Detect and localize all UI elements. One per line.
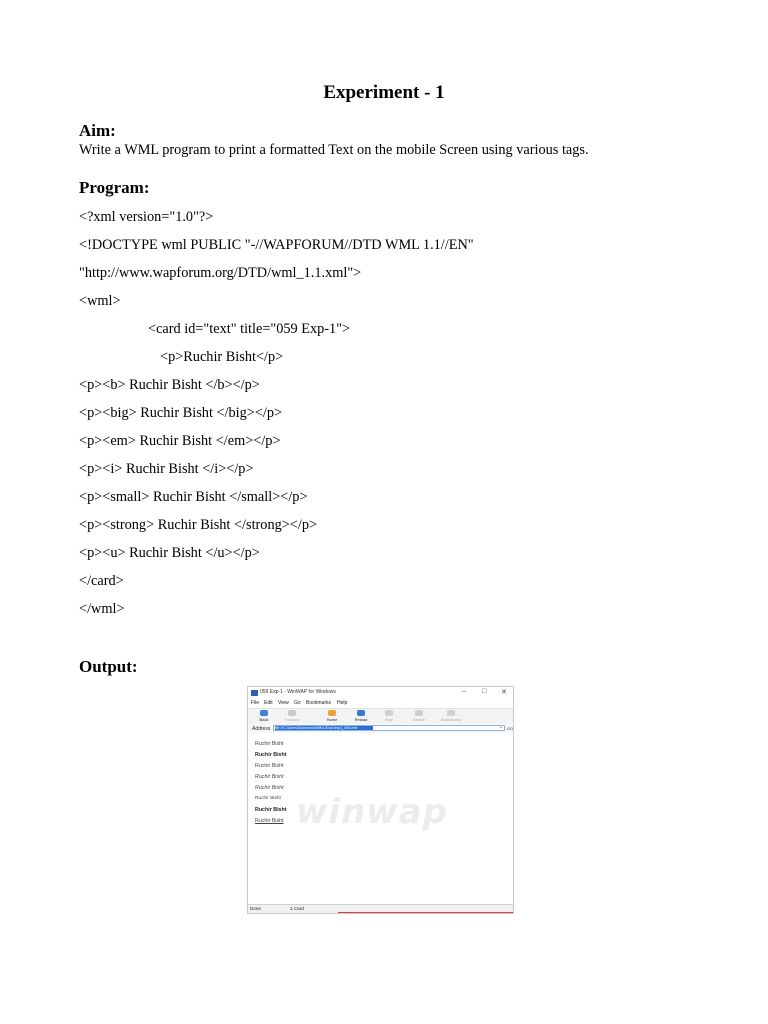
content-line-bold: Ruchir Bisht (255, 752, 287, 758)
program-heading: Program: (79, 178, 150, 197)
window-titlebar (248, 687, 513, 699)
menu-help[interactable]: Help (337, 700, 348, 706)
code-line: <p><small> Ruchir Bisht </small></p> (79, 489, 308, 505)
address-input[interactable] (273, 725, 505, 731)
stop-button[interactable]: Stop (378, 710, 400, 723)
search-button[interactable]: Search (408, 710, 430, 723)
page-title: Experiment - 1 (323, 82, 445, 103)
card-count: 1 Card (290, 906, 304, 911)
close-button[interactable]: ✕ (501, 689, 507, 696)
stop-icon (385, 710, 393, 716)
code-line: <?xml version="1.0"?> (79, 209, 214, 225)
output-screenshot (247, 686, 514, 914)
progress-line (338, 912, 513, 913)
home-icon (328, 710, 336, 716)
search-icon (415, 710, 423, 716)
reload-icon (357, 710, 365, 716)
aim-text: Write a WML program to print a formatted Text on the mobile Screen using various tags. (79, 142, 589, 158)
aim-heading: Aim: (79, 121, 116, 140)
content-line-small: Ruchir Bisht (255, 796, 281, 801)
code-line: <p><em> Ruchir Bisht </em></p> (79, 433, 281, 449)
content-line-em: Ruchir Bisht (255, 774, 284, 780)
bookmarks-button[interactable]: Bookmarks (440, 710, 462, 723)
code-line: <wml> (79, 293, 121, 309)
address-label: Address (252, 726, 271, 732)
code-line: <p><u> Ruchir Bisht </u></p> (79, 545, 260, 561)
menu-bookmarks[interactable]: Bookmarks (306, 700, 332, 706)
bookmark-icon (447, 710, 455, 716)
code-line: <!DOCTYPE wml PUBLIC "-//WAPFORUM//DTD WML 1.1//EN" (79, 237, 474, 253)
code-line: <p><big> Ruchir Bisht </big></p> (79, 405, 283, 421)
window-title: 059 Exp-1 - WinWAP for Windows (260, 689, 336, 695)
chevron-down-icon[interactable]: ⌄ (498, 724, 503, 730)
code-line: <p><i> Ruchir Bisht </i></p> (79, 461, 254, 477)
maximize-button[interactable]: □ (482, 688, 487, 695)
back-arrow-icon (260, 710, 268, 716)
wml-content (248, 734, 513, 906)
status-bar (248, 904, 513, 913)
content-line-italic: Ruchir Bisht (255, 785, 284, 791)
content-line-big: Ruchir Bisht (255, 763, 284, 769)
menu-go[interactable]: Go (294, 700, 301, 706)
status-text: Done (250, 906, 261, 911)
code-line: </card> (79, 573, 124, 589)
content-line-strong: Ruchir Bisht (255, 807, 287, 813)
content-line-underline: Ruchir Bisht (255, 818, 284, 824)
code-line: <p>Ruchir Bisht</p> (160, 349, 284, 365)
output-heading: Output: (79, 657, 138, 676)
reload-button[interactable]: Reload (350, 710, 372, 723)
address-value: file:///C:/Users/Documents/WML/Exp1/exp1_059.wml (275, 726, 373, 730)
toolbar (248, 708, 513, 725)
app-icon (251, 690, 258, 696)
menu-view[interactable]: View (278, 700, 289, 706)
forward-button[interactable]: Forward (281, 710, 303, 723)
code-line: "http://www.wapforum.org/DTD/wml_1.1.xml"> (79, 265, 362, 281)
forward-arrow-icon (288, 710, 296, 716)
back-button[interactable]: Back (253, 710, 275, 723)
address-bar (248, 724, 513, 733)
home-button[interactable]: Home (321, 710, 343, 723)
menu-edit[interactable]: Edit (264, 700, 273, 706)
code-line: <p><b> Ruchir Bisht </b></p> (79, 377, 260, 393)
go-button[interactable]: GO (507, 726, 514, 731)
code-line: <p><strong> Ruchir Bisht </strong></p> (79, 517, 318, 533)
menu-bar (248, 699, 513, 708)
menu-file[interactable]: File (251, 700, 260, 706)
minimize-button[interactable]: – (462, 688, 466, 695)
code-line: <card id="text" title="059 Exp-1"> (148, 321, 351, 337)
content-line-plain: Ruchir Bisht (255, 741, 284, 747)
code-line: </wml> (79, 601, 125, 617)
winwap-watermark: winwap (296, 792, 448, 832)
